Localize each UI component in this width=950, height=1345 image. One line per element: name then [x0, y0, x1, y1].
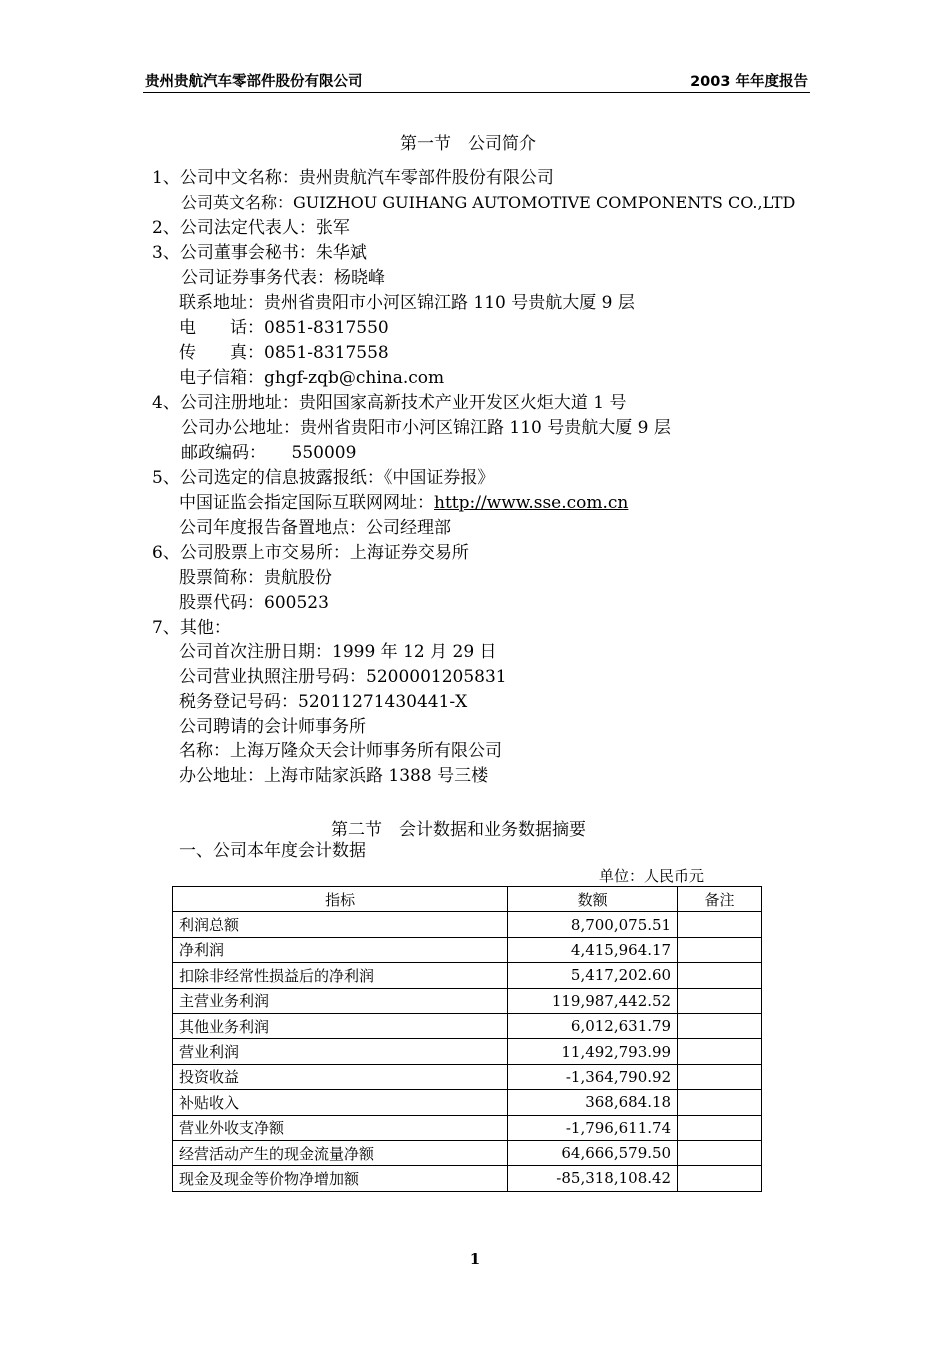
row-remark — [678, 937, 762, 962]
row-remark — [678, 988, 762, 1013]
table-row — [173, 912, 762, 937]
header-report-title: 2003 年年度报告 — [690, 74, 808, 90]
row-value: 64,666,579.50 — [508, 1140, 678, 1165]
row-value: 4,415,964.17 — [508, 937, 678, 962]
row-label: 补贴收入 — [173, 1090, 508, 1115]
header-remark: 备注 — [678, 887, 762, 912]
row-label: 投资收益 — [173, 1064, 508, 1089]
info-line: 名称：上海万隆众天会计师事务所有限公司 — [179, 741, 502, 761]
header-indicator: 指标 — [173, 887, 508, 912]
table-row — [173, 1115, 762, 1140]
row-value: 368,684.18 — [508, 1090, 678, 1115]
header-company: 贵州贵航汽车零部件股份有限公司 — [145, 74, 363, 90]
section2-subtitle: 一、公司本年度会计数据 — [179, 841, 366, 861]
table-row — [173, 1090, 762, 1115]
section1-title: 第一节 公司简介 — [400, 134, 536, 154]
page-header — [143, 66, 810, 93]
row-remark — [678, 1039, 762, 1064]
info-line: 联系地址：贵州省贵阳市小河区锦江路 110 号贵航大厦 9 层 — [179, 293, 635, 313]
row-remark — [678, 963, 762, 988]
info-line: 公司证券事务代表：杨晓峰 — [181, 268, 385, 288]
info-line: 3、公司董事会秘书：朱华斌 — [152, 243, 367, 263]
row-value: 5,417,202.60 — [508, 963, 678, 988]
row-remark — [678, 1090, 762, 1115]
info-line: 邮政编码： 550009 — [181, 443, 357, 463]
info-line — [179, 492, 628, 514]
row-label: 经营活动产生的现金流量净额 — [173, 1140, 508, 1165]
row-value: -1,796,611.74 — [508, 1115, 678, 1140]
info-line: 股票简称：贵航股份 — [179, 568, 332, 588]
table-row — [173, 937, 762, 962]
row-value: 8,700,075.51 — [508, 912, 678, 937]
accounting-data-table — [172, 886, 762, 1192]
info-line: 5、公司选定的信息披露报纸：《中国证券报》 — [152, 468, 495, 488]
row-remark — [678, 1115, 762, 1140]
info-line: 4、公司注册地址：贵阳国家高新技术产业开发区火炬大道 1 号 — [152, 393, 627, 413]
table-row — [173, 1039, 762, 1064]
row-value: 119,987,442.52 — [508, 988, 678, 1013]
info-line: 公司营业执照注册号码：5200001205831 — [179, 667, 507, 687]
table-row — [173, 1064, 762, 1089]
row-remark — [678, 1140, 762, 1165]
table-row — [173, 1013, 762, 1038]
info-line: 公司聘请的会计师事务所 — [179, 717, 366, 737]
row-remark — [678, 1064, 762, 1089]
table-header-row — [173, 887, 762, 912]
info-line: 办公地址：上海市陆家浜路 1388 号三楼 — [179, 766, 489, 786]
info-line: 1、公司中文名称：贵州贵航汽车零部件股份有限公司 — [152, 168, 554, 188]
info-line: 公司办公地址：贵州省贵阳市小河区锦江路 110 号贵航大厦 9 层 — [181, 418, 671, 438]
info-line: 公司年度报告备置地点：公司经理部 — [179, 518, 451, 538]
info-line: 传 真：0851-8317558 — [179, 343, 389, 363]
row-label: 利润总额 — [173, 912, 508, 937]
row-remark — [678, 912, 762, 937]
row-remark — [678, 1166, 762, 1191]
info-line: 电子信箱：ghgf-zqb@china.com — [179, 368, 445, 388]
row-value: 11,492,793.99 — [508, 1039, 678, 1064]
row-remark — [678, 1013, 762, 1038]
info-line: 电 话：0851-8317550 — [179, 318, 389, 338]
row-label: 其他业务利润 — [173, 1013, 508, 1038]
page-number: 1 — [469, 1250, 481, 1268]
row-label: 主营业务利润 — [173, 988, 508, 1013]
table-row — [173, 963, 762, 988]
row-value: -1,364,790.92 — [508, 1064, 678, 1089]
info-line: 6、公司股票上市交易所：上海证券交易所 — [152, 543, 469, 563]
unit-label: 单位：人民币元 — [599, 867, 705, 885]
info-line: 公司英文名称：GUIZHOU GUIHANG AUTOMOTIVE COMPONENTS CO.,LTD — [181, 193, 796, 212]
info-line: 股票代码：600523 — [179, 593, 329, 613]
info-line: 7、其他： — [152, 618, 231, 638]
row-label: 扣除非经常性损益后的净利润 — [173, 963, 508, 988]
table-row — [173, 1140, 762, 1165]
row-label: 现金及现金等价物净增加额 — [173, 1166, 508, 1191]
row-label: 营业利润 — [173, 1039, 508, 1064]
table-row — [173, 1166, 762, 1191]
row-label: 营业外收支净额 — [173, 1115, 508, 1140]
row-value: -85,318,108.42 — [508, 1166, 678, 1191]
header-amount: 数额 — [508, 887, 678, 912]
row-value: 6,012,631.79 — [508, 1013, 678, 1038]
table-row — [173, 988, 762, 1013]
website-label: 中国证监会指定国际互联网网址： — [179, 493, 434, 513]
website-link[interactable]: http://www.sse.com.cn — [434, 493, 629, 513]
section2-title: 第二节 会计数据和业务数据摘要 — [331, 820, 586, 840]
row-label: 净利润 — [173, 937, 508, 962]
info-line: 税务登记号码：52011271430441-X — [179, 692, 468, 712]
info-line: 公司首次注册日期：1999 年 12 月 29 日 — [179, 642, 497, 662]
info-line: 2、公司法定代表人：张军 — [152, 218, 350, 238]
